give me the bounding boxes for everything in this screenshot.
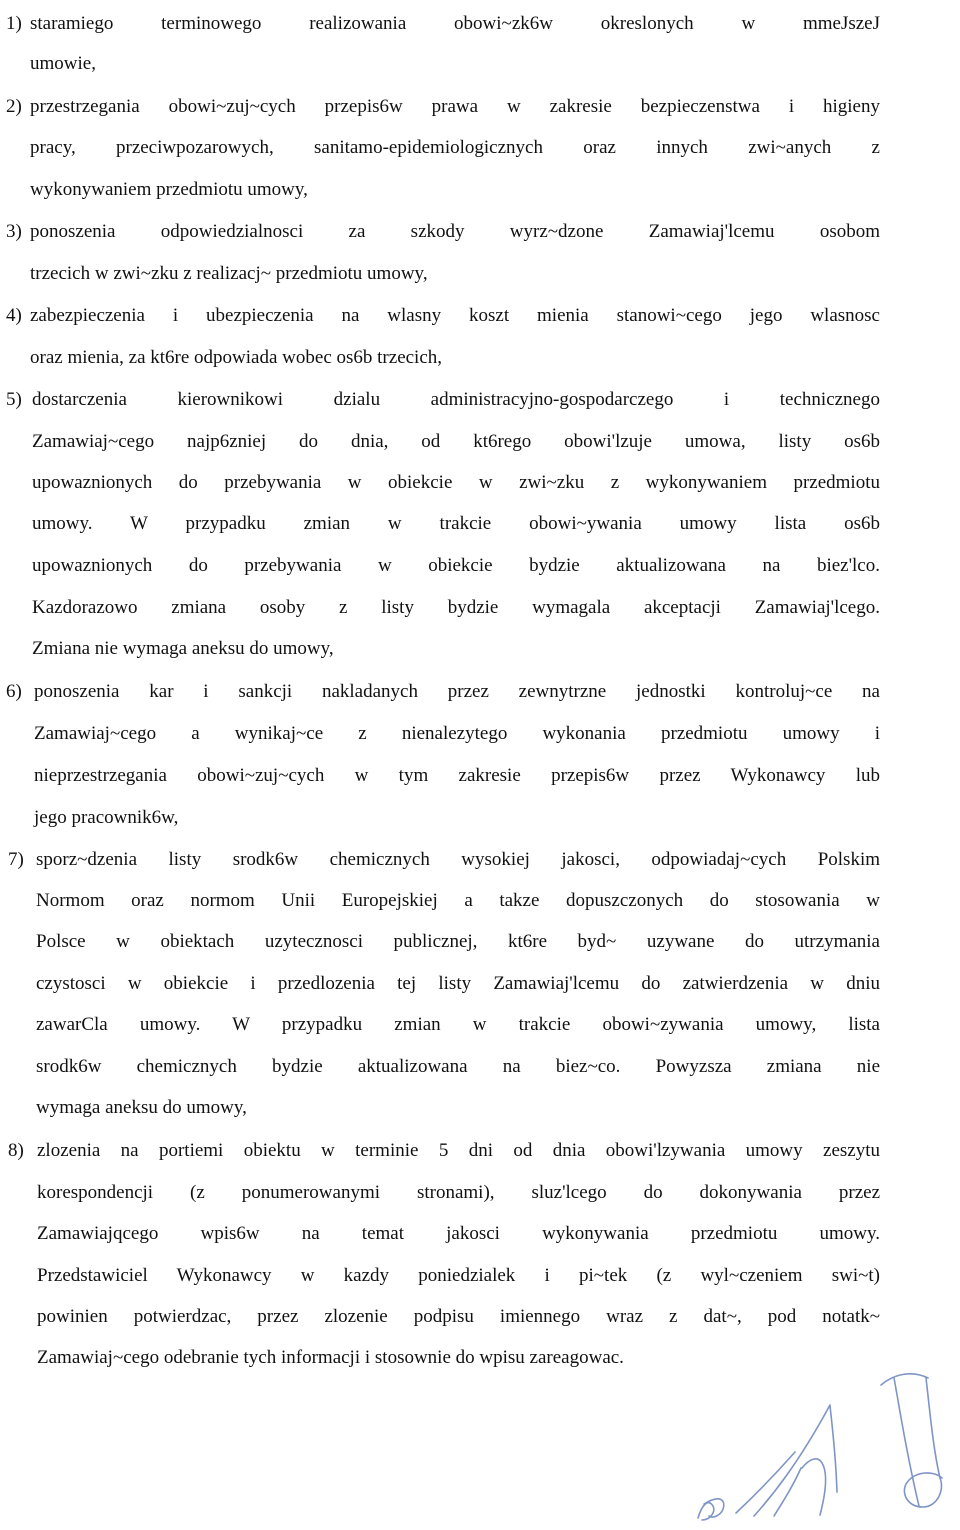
- item-line-text: powinien potwierdzac, przez zlozenie podpisu imiennego wraz z dat~, pod notatk~: [37, 1306, 880, 1327]
- item-line-text: korespondencji (z ponumerowanymi stronami), sluz'lcego do dokonywania przez: [37, 1182, 880, 1203]
- item-line-text: dostarczenia kierownikowi dzialu administracyjno-gospodarczego i technicznego: [32, 389, 880, 410]
- item-line-text: Kazdorazowo zmiana osoby z listy bydzie wymagala akceptacji Zamawiaj'lcego.: [32, 597, 880, 618]
- item-line-text: ponoszenia odpowiedzialnosci za szkody wyrz~dzone Zamawiaj'lcemu osobom: [30, 221, 880, 242]
- item-line-text: Zamawiajqcego wpis6w na temat jakosci wykonywania przedmiotu umowy.: [37, 1223, 880, 1244]
- item-number: 1): [6, 13, 22, 34]
- item-line-text: Zmiana nie wymaga aneksu do umowy,: [32, 638, 334, 659]
- item-line-text: umowie,: [30, 53, 96, 74]
- item-number: 8): [8, 1140, 24, 1161]
- item-line-text: oraz mienia, za kt6re odpowiada wobec os6b trzecich,: [30, 347, 443, 368]
- signature-initials: [680, 1360, 960, 1530]
- item-line-text: Polsce w obiektach uzytecznosci publicznej, kt6re byd~ uzywane do utrzymania: [36, 931, 880, 952]
- item-line-text: staramiego terminowego realizowania obowi~zk6w okreslonych w mmeJszeJ: [30, 13, 880, 34]
- item-line-text: przestrzegania obowi~zuj~cych przepis6w prawa w zakresie bezpieczenstwa i higieny: [30, 96, 880, 117]
- item-number: 2): [6, 96, 22, 117]
- item-line-text: zlozenia na portiemi obiektu w terminie 5 dni od dnia obowi'lzywania umowy zeszytu: [37, 1140, 880, 1161]
- item-line-text: czystosci w obiekcie i przedlozenia tej listy Zamawiaj'lcemu do zatwierdzenia w dniu: [36, 973, 880, 994]
- item-line-text: Normom oraz normom Unii Europejskiej a takze dopuszczonych do stosowania w: [36, 890, 880, 911]
- item-line-text: wymaga aneksu do umowy,: [36, 1097, 247, 1118]
- item-line-text: sporz~dzenia listy srodk6w chemicznych wysokiej jakosci, odpowiadaj~cych Polskim: [36, 849, 880, 870]
- item-line-text: jego pracownik6w,: [34, 807, 179, 828]
- item-number: 4): [6, 305, 22, 326]
- item-line-text: zabezpieczenia i ubezpieczenia na wlasny koszt mienia stanowi~cego jego wlasnosc: [30, 305, 880, 326]
- item-line-text: zawarCla umowy. W przypadku zmian w trakcie obowi~zywania umowy, lista: [36, 1014, 880, 1035]
- item-line-text: pracy, przeciwpozarowych, sanitamo-epidemiologicznych oraz innych zwi~anych z: [30, 137, 880, 158]
- item-line-text: Zamawiaj~cego najp6zniej do dnia, od kt6rego obowi'lzuje umowa, listy os6b: [32, 431, 880, 452]
- item-line-text: trzecich w zwi~zku z realizacj~ przedmiotu umowy,: [30, 263, 428, 284]
- item-line-text: upowaznionych do przebywania w obiekcie bydzie aktualizowana na biez'lco.: [32, 555, 880, 576]
- item-line-text: srodk6w chemicznych bydzie aktualizowana na biez~co. Powyzsza zmiana nie: [36, 1056, 880, 1077]
- item-number: 5): [6, 389, 22, 410]
- item-number: 6): [6, 681, 22, 702]
- item-line-text: ponoszenia kar i sankcji nakladanych przez zewnytrzne jednostki kontroluj~ce na: [34, 681, 880, 702]
- item-line-text: wykonywaniem przedmiotu umowy,: [30, 179, 308, 200]
- item-line-text: nieprzestrzegania obowi~zuj~cych w tym zakresie przepis6w przez Wykonawcy lub: [34, 765, 880, 786]
- item-number: 3): [6, 221, 22, 242]
- item-line-text: umowy. W przypadku zmian w trakcie obowi~ywania umowy lista os6b: [32, 513, 880, 534]
- item-line-text: Zamawiaj~cego a wynikaj~ce z nienalezytego wykonania przedmiotu umowy i: [34, 723, 880, 744]
- item-line-text: Zamawiaj~cego odebranie tych informacji i stosownie do wpisu zareagowac.: [37, 1347, 624, 1368]
- item-number: 7): [8, 849, 24, 870]
- item-line-text: Przedstawiciel Wykonawcy w kazdy poniedzialek i pi~tek (z wyl~czeniem swi~t): [37, 1265, 880, 1286]
- item-line-text: upowaznionych do przebywania w obiekcie w zwi~zku z wykonywaniem przedmiotu: [32, 472, 880, 493]
